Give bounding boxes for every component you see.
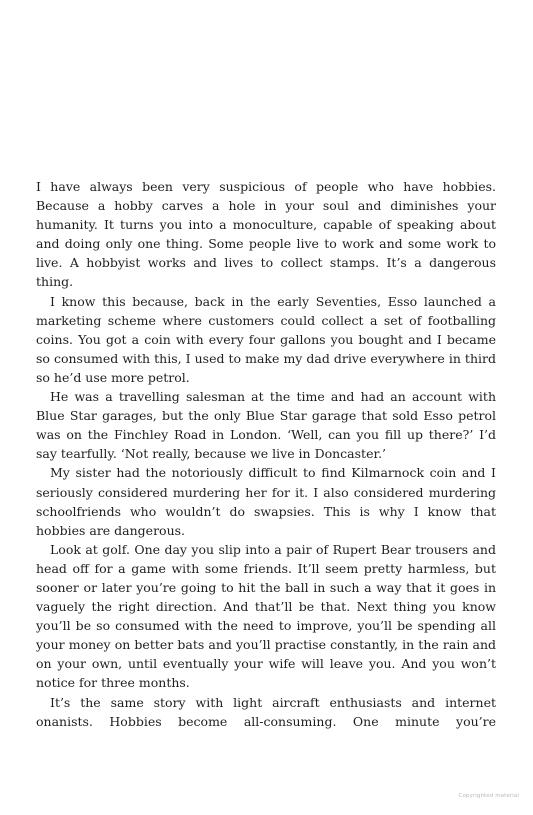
paragraph: He was a travelling salesman at the time and had an account with Blue Star garages, but the only Blue Star garage that sold Esso petrol was on the Finchley Road in London. ‘Well, can you fill up there?’ I’d say tearfully. ‘Not really, because we live in Doncaster.’ xyxy=(36,389,496,462)
paragraph: I know this because, back in the early Seventies, Esso launched a marketing scheme where customers could collect a set of footballing coins. You got a coin with every four gallons you bought and I became so consumed with this, I used to make my dad drive everywhere in third so he’d use more petrol. xyxy=(36,293,496,385)
paragraph: I have always been very suspicious of people who have hobbies. Because a hobby carves a hole in your soul and diminishes your humanity. It turns you into a monoculture, capable of speaking about and doing only one thing. Some people live to work and some work to live. A hobbyist works and lives to collect stamps. It’s a dangerous thing. xyxy=(36,179,496,290)
paragraph: Look at golf. One day you slip into a pair of Rupert Bear trousers and head off for a game with some friends. It’ll seem pretty harmless, but sooner or later you’re going to hit the ball in such a way that it goes in vaguely the right direction. And that’ll be that. Next thing you know you’ll be so consumed with the need to improve, you’ll be spending all your money on better bats and you’ll practise constantly, in the rain and on your own, until eventually your wife will leave you. And you won’t notice for three months. xyxy=(36,541,496,691)
page-body xyxy=(36,177,496,731)
copyright-watermark: Copyrighted material xyxy=(458,793,519,799)
paragraph: It’s the same story with light aircraft enthusiasts and internet onanists. Hobbies become all-consuming. One minute you’re xyxy=(36,694,496,729)
paragraph: My sister had the notoriously difficult to find Kilmarnock coin and I seriously considered murdering her for it. I also considered murdering schoolfriends who wouldn’t do swapsies. This is why I know that hobbies are dangerous. xyxy=(36,465,496,538)
